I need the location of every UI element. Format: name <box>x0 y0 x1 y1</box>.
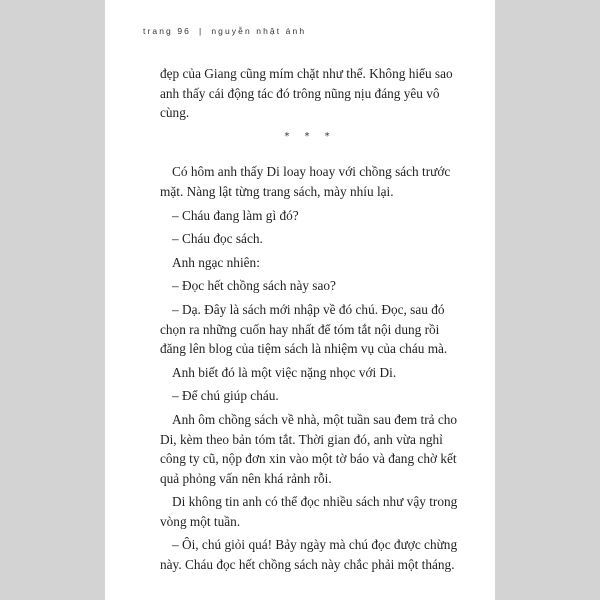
dialogue-line: – Cháu đọc sách. <box>172 231 263 247</box>
running-header <box>143 26 306 36</box>
paragraph: Anh ngạc nhiên: <box>172 254 260 270</box>
dialogue-line: – Ôi, chú giỏi quá! Bảy ngày mà chú đọc được chừng này. Cháu đọc hết chồng sách này chắc phải một tháng. <box>160 537 458 573</box>
paragraph: Anh ôm chồng sách về nhà, một tuần sau đem trả cho Di, kèm theo bản tóm tắt. Thời gian đó, anh vừa nghỉ công ty cũ, nộp đơn xin vào một tờ báo và đang chờ kết quả phỏng vấn nên khá rảnh rỗi. <box>160 411 458 486</box>
author-name: nguyễn nhật ánh <box>211 26 307 36</box>
dialogue-line: – Đọc hết chồng sách này sao? <box>172 278 336 294</box>
paragraph: Di không tin anh có thể đọc nhiều sách như vậy trong vòng một tuần. <box>160 494 458 529</box>
paragraph: Có hôm anh thấy Di loay hoay với chồng sách trước mặt. Nàng lật từng trang sách, mày nhíu lại. <box>160 164 451 199</box>
paragraph: đẹp của Giang cũng mím chặt như thế. Không hiểu sao anh thấy cái động tác đó trông nũng nịu đáng yêu vô cùng. <box>160 66 453 121</box>
page-number: trang 96 <box>143 26 191 36</box>
dialogue-line: – Cháu đang làm gì đó? <box>172 207 299 223</box>
dialogue-line: – Để chú giúp cháu. <box>172 388 279 404</box>
header-separator: | <box>199 26 204 36</box>
paragraph: Anh biết đó là một việc nặng nhọc với Di. <box>172 364 397 380</box>
book-page <box>105 0 495 600</box>
dialogue-line: – Dạ. Đây là sách mới nhập về đó chú. Đọc, sau đó chọn ra những cuốn hay nhất để tóm tắt nội dung rồi đăng lên blog của tiệm sách là nhiệm vụ của cháu mà. <box>160 301 448 357</box>
page-body <box>160 64 460 579</box>
scene-break: * * * <box>284 130 336 142</box>
